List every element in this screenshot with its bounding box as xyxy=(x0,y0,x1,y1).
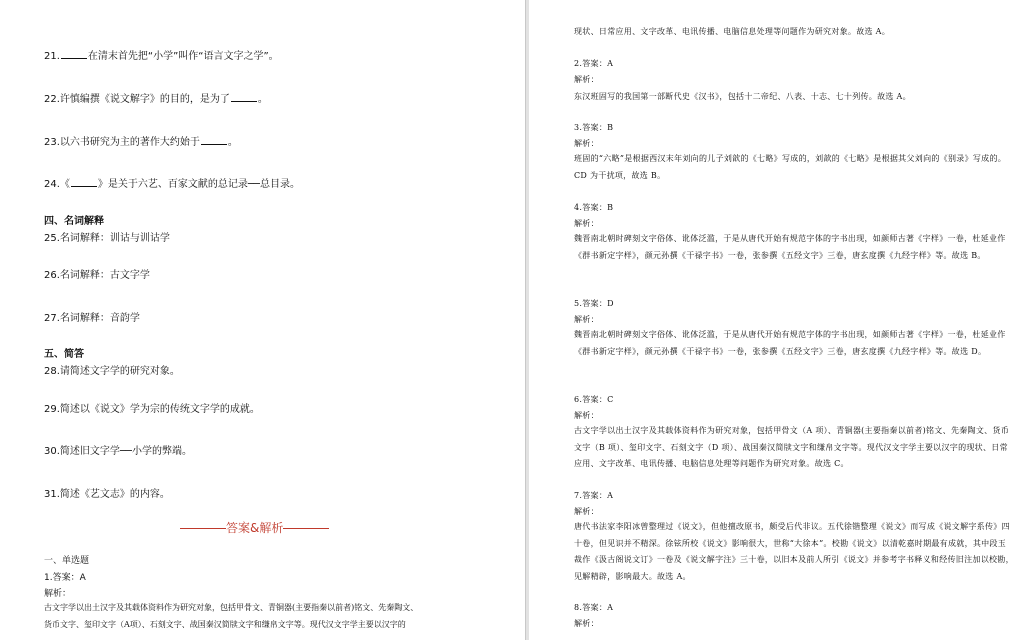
section-heading-single-choice: 一、单选题 xyxy=(44,556,90,566)
question-30: 30.简述旧文字学──小学的弊端。 xyxy=(44,446,192,457)
answer-blank xyxy=(201,135,227,145)
explanation-label: 解析： xyxy=(574,315,599,324)
explanation-label: 解析： xyxy=(574,75,599,84)
answer-blank xyxy=(231,92,257,102)
question-31: 31.简述《艺文志》的内容。 xyxy=(44,489,170,500)
explanation-label: 解析： xyxy=(574,507,599,516)
question-text: 24.《 xyxy=(44,179,70,190)
explanation-label: 解析： xyxy=(574,139,599,148)
question-27: 27.名词解释：音韵学 xyxy=(44,313,140,324)
explanation-text: 班固的“六略”是根据西汉末年刘向的儿子刘歆的《七略》写成的，刘歆的《七略》是根据其父刘向的《别录》写成的。CD 为干扰项，故选 B。 xyxy=(574,154,1007,180)
answer-8: 8.答案：A xyxy=(574,603,614,612)
answer-blank xyxy=(61,49,87,59)
right-page xyxy=(529,0,1027,640)
answer-3: 3.答案：B xyxy=(574,123,614,132)
explanation-text: 古文字学以出土汉字及其载体资料作为研究对象，包括甲骨文、青铜器(主要指秦以前者)铭文、先秦陶文、 xyxy=(44,603,419,612)
question-text: 23.以六书研究为主的著作大约始于 xyxy=(44,137,200,148)
answer-7: 7.答案：A xyxy=(574,491,614,500)
question-text: 在清末首先把“小学”叫作“语言文字之学”。 xyxy=(87,51,279,62)
answers-heading-text: 答案&解析 xyxy=(226,521,284,535)
question-text-end: 》是关于六艺、百家文献的总记录──总目录。 xyxy=(97,179,300,190)
answer-2: 2.答案：A xyxy=(574,59,614,68)
answer-6: 6.答案：C xyxy=(574,395,614,404)
explanation-text: 东汉班固写的我国第一部断代史《汉书》，包括十二帝纪、八表、十志、七十列传。故选 A。 xyxy=(574,92,911,101)
answer-4: 4.答案：B xyxy=(574,203,614,212)
explanation-text: 货币文字、玺印文字（A项）、石刻文字、战国秦汉简牍文字和缣帛文字等。现代汉文字学主要以汉字的 xyxy=(44,620,406,629)
question-21 xyxy=(44,47,279,62)
answers-heading xyxy=(180,519,329,536)
explanation-label: 解析： xyxy=(44,589,72,599)
heading-rule-left xyxy=(180,528,226,529)
explanation-text: 唐代书法家李阳冰曾整理过《说文》，但他擅改原书，颇受后代非议。五代徐锴整理《说文》而写成《说文解字系传》四十卷，但见识并不精深。徐铉所校《说文》影响很大，世称“大徐本”。校勘《说文》以清乾嘉时期最有成就，其中段玉裁作《汲古阁说文订》一卷及《说文解字注》三十卷，以旧本及前人所引《说文》并参考字书释义和经传旧注加以校勘，见解精辟，影响最大。故选 A。 xyxy=(574,522,1014,581)
explanation-text: 魏晋南北朝时碑刻文字俗体、讹体泛滥，于是从唐代开始有规范字体的字书出现，如颜师古著《字样》一卷，杜延业作《群书新定字样》，颜元孙撰《干禄字书》一卷，张参撰《五经文字》三卷，唐玄度撰《九经字样》等。故选 D。 xyxy=(574,330,1006,356)
explanation-label: 解析： xyxy=(574,411,599,420)
question-26: 26.名词解释：古文字学 xyxy=(44,270,150,281)
explanation-text: 古文字学以出土汉字及其载体资料作为研究对象，包括甲骨文（A 项）、青铜器(主要指秦以前者)铭文、先秦陶文、货币文字（B 项）、玺印文字、石刻文字（D 项）、战国秦汉简牍文字和缣帛文字等。现代汉文字学主要以汉字的现状、日常应用、文字改革、电讯传播、电脑信息处理等问题作为研究对象。故选 C。 xyxy=(574,426,1010,468)
section-heading-terms: 四、名词解释 xyxy=(44,216,104,227)
question-24 xyxy=(44,175,300,190)
question-22 xyxy=(44,90,268,105)
explanation-text: 魏晋南北朝时碑刻文字俗体、讹体泛滥，于是从唐代开始有规范字体的字书出现，如颜师古著《字样》一卷，杜延业作《群书新定字样》，颜元孙撰《干禄字书》一卷，张参撰《五经文字》三卷，唐玄度撰《九经字样》等。故选 B。 xyxy=(574,234,1006,260)
question-28: 28.请简述文字学的研究对象。 xyxy=(44,366,180,377)
question-text: 22.许慎编撰《说文解字》的目的，是为了 xyxy=(44,94,230,105)
question-number: 21. xyxy=(44,51,60,62)
answer-blank xyxy=(71,177,97,187)
question-23 xyxy=(44,133,238,148)
explanation-label: 解析： xyxy=(574,619,599,628)
answer-5: 5.答案：D xyxy=(574,299,614,308)
section-heading-short-answer: 五、简答 xyxy=(44,349,84,360)
explanation-label: 解析： xyxy=(574,219,599,228)
question-29: 29.简述以《说文》学为宗的传统文字学的成就。 xyxy=(44,404,260,415)
answer-1: 1.答案：A xyxy=(44,573,86,583)
question-text-end: 。 xyxy=(257,94,268,105)
question-25: 25.名词解释：训诂与训诂学 xyxy=(44,233,170,244)
heading-rule-right xyxy=(283,528,329,529)
question-text-end: 。 xyxy=(227,137,238,148)
explanation-text-continued: 现状、日常应用、文字改革、电讯传播、电脑信息处理等问题作为研究对象。故选 A。 xyxy=(574,27,891,36)
